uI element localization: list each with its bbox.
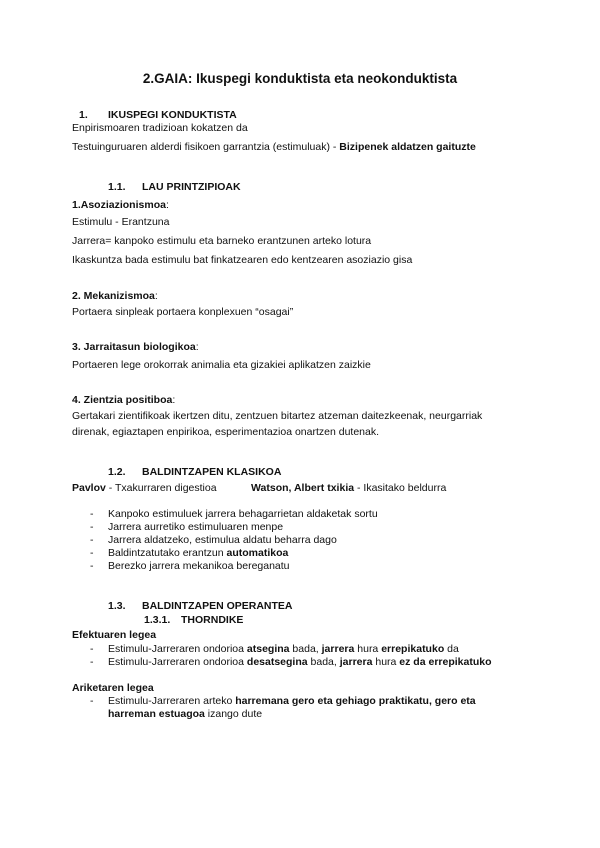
text-run-bold: jarrera	[321, 643, 355, 655]
section-1-3-title: BALDINTZAPEN OPERANTEA	[142, 600, 293, 612]
section-1-1-number: 1.1.	[108, 181, 126, 193]
section-1-3-1-number: 1.3.1.	[144, 614, 171, 626]
principle-1-title	[72, 199, 169, 212]
principle-1-name: 1.Asoziazionismoa	[72, 199, 166, 211]
principle-1-line-3: Ikaskuntza bada estimulu bat finkatzearen edo kentzearen asoziazio gisa	[72, 254, 413, 266]
text-run-bold: harreman estuagoa	[108, 708, 205, 720]
list-item-bold: automatikoa	[226, 547, 289, 559]
section-1-2-heading	[108, 466, 281, 479]
list-item-text	[108, 643, 459, 656]
section-1-line-2-bold: Bizipenek aldatzen gaituzte	[339, 141, 476, 153]
watson-name: Watson, Albert txikia	[251, 482, 355, 494]
section-1-3-1-title: THORNDIKE	[181, 614, 244, 626]
list-item-continuation	[108, 708, 262, 721]
principle-3-title	[72, 341, 199, 354]
text-run-bold: harremana gero eta gehiago praktikatu, gero eta	[235, 695, 476, 707]
bullet-dash: -	[90, 656, 94, 668]
watson-line	[251, 482, 446, 495]
pavlov-line	[72, 482, 217, 495]
list-item-text	[108, 695, 476, 708]
bullet-dash: -	[90, 508, 94, 520]
law-1-title: Efektuaren legea	[72, 629, 157, 641]
list-item-text	[108, 547, 288, 560]
section-1-heading	[79, 109, 237, 122]
section-1-1-title: LAU PRINTZIPIOAK	[142, 181, 241, 193]
principle-3-line-1: Portaeren lege orokorrak animalia eta gizakiei aplikatzen zaizkie	[72, 359, 371, 371]
pavlov-desc: - Txakurraren digestioa	[105, 482, 217, 494]
text-run: bada,	[307, 656, 340, 668]
text-run-bold: errepikatuko	[381, 643, 445, 655]
section-1-2-title: BALDINTZAPEN KLASIKOA	[142, 466, 282, 478]
principle-2-name: 2. Mekanizismoa	[72, 290, 155, 302]
text-run: izango dute	[204, 708, 263, 720]
principle-1-line-2: Jarrera= kanpoko estimulu eta barneko erantzunen arteko lotura	[72, 235, 372, 247]
section-1-2-number: 1.2.	[108, 466, 126, 478]
principle-2-colon: :	[154, 290, 158, 302]
section-1-3-1-heading	[144, 614, 243, 627]
bullet-dash: -	[90, 534, 94, 546]
principle-3-colon: :	[195, 341, 199, 353]
principle-4-line-2: direnak, egiaztapen enpirikoa, esperimentazioa onartzen dutenak.	[72, 426, 380, 438]
text-run: hura	[354, 643, 382, 655]
principle-1-colon: :	[165, 199, 169, 211]
list-item-text	[108, 656, 492, 669]
page-title: 2.GAIA: Ikuspegi konduktista eta neokonduktista	[142, 71, 458, 86]
bullet-dash: -	[90, 521, 94, 533]
bullet-dash: -	[90, 547, 94, 559]
text-run: Estimulu-Jarreraren arteko	[108, 695, 236, 707]
law-2-title: Ariketaren legea	[72, 682, 154, 694]
text-run-bold: jarrera	[339, 656, 373, 668]
section-1-3-heading	[108, 600, 293, 613]
text-run: bada,	[289, 643, 322, 655]
watson-desc: - Ikasitako beldurra	[354, 482, 447, 494]
section-1-title: IKUSPEGI KONDUKTISTA	[108, 109, 237, 121]
text-run: hura	[372, 656, 400, 668]
principle-4-line-1: Gertakari zientifikoak ikertzen ditu, zentzuen bitartez atzeman daitezkeenak, neurgarriak	[72, 410, 483, 422]
section-1-line-2-text: Testuinguruaren alderdi fisikoen garrantzia (estimuluak) -	[72, 141, 340, 153]
section-1-line-1: Enpirismoaren tradizioan kokatzen da	[72, 122, 248, 134]
text-run: da	[444, 643, 459, 655]
principle-2-title	[72, 290, 158, 303]
text-run-bold: atsegina	[246, 643, 290, 655]
section-1-1-heading	[108, 181, 241, 194]
principle-4-colon: :	[172, 394, 176, 406]
text-run-bold: ez da errepikatuko	[399, 656, 492, 668]
principle-4-name: 4. Zientzia positiboa	[72, 394, 173, 406]
list-item-text: Jarrera aldatzeko, estimulua aldatu beharra dago	[108, 534, 337, 546]
list-item-text: Kanpoko estimuluek jarrera behagarrietan aldaketak sortu	[108, 508, 378, 520]
list-item-text: Jarrera aurretiko estimuluaren menpe	[108, 521, 284, 533]
principle-3-name: 3. Jarraitasun biologikoa	[72, 341, 196, 353]
bullet-dash: -	[90, 643, 94, 655]
principle-2-line-1: Portaera sinpleak portaera konplexuen “osagai”	[72, 306, 294, 318]
text-run: Estimulu-Jarreraren ondorioa	[108, 656, 247, 668]
bullet-dash: -	[90, 560, 94, 572]
principle-4-title	[72, 394, 175, 407]
text-run: Estimulu-Jarreraren ondorioa	[108, 643, 247, 655]
section-1-number: 1.	[79, 109, 88, 121]
list-item-text: Berezko jarrera mekanikoa bereganatu	[108, 560, 290, 572]
text-run-bold: desatsegina	[246, 656, 308, 668]
section-1-line-2	[72, 141, 476, 154]
list-item-plain: Baldintzatutako erantzun	[108, 547, 227, 559]
pavlov-name: Pavlov	[72, 482, 106, 494]
section-1-3-number: 1.3.	[108, 600, 126, 612]
bullet-dash: -	[90, 695, 94, 707]
principle-1-line-1: Estimulu - Erantzuna	[72, 216, 170, 228]
